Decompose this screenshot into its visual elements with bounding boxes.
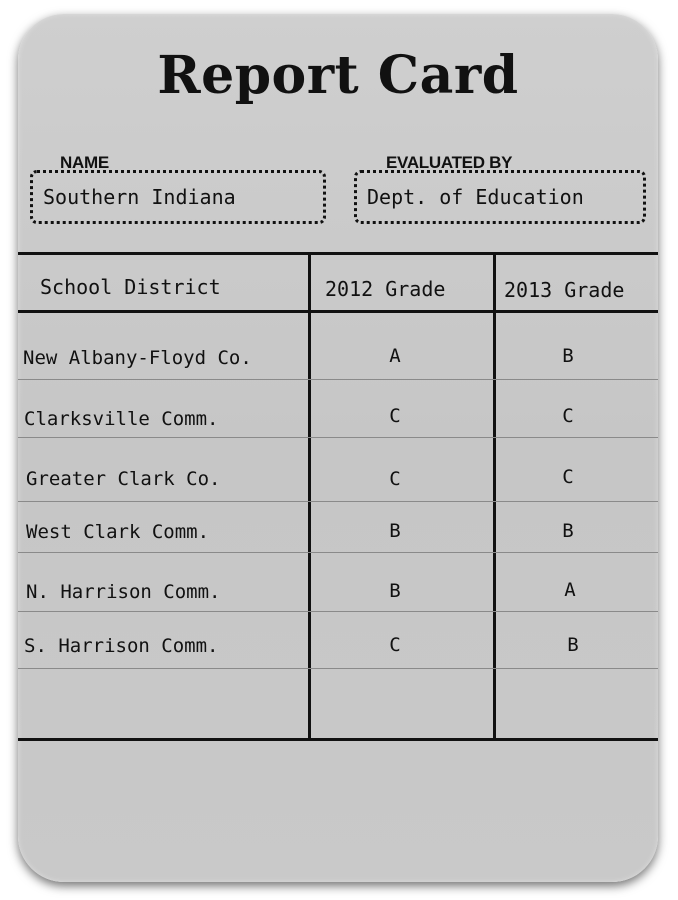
district-name: Clarksville Comm. <box>24 408 219 430</box>
grade-2012: C <box>389 468 401 490</box>
report-card <box>18 14 658 882</box>
district-name: West Clark Comm. <box>26 521 210 543</box>
grade-2012: B <box>389 520 401 542</box>
grade-2013: B <box>562 520 574 542</box>
name-field <box>30 170 326 224</box>
district-name: Greater Clark Co. <box>26 468 221 490</box>
grade-2013: B <box>567 634 579 656</box>
row-divider <box>18 611 658 612</box>
table-top-border <box>18 252 658 255</box>
grade-2013: C <box>562 466 574 488</box>
table-bottom-border <box>18 738 658 741</box>
grade-2012: C <box>389 405 401 427</box>
header-school-district: School District <box>40 275 221 299</box>
grade-2013: C <box>562 405 574 427</box>
evaluated-by-field <box>354 170 646 224</box>
evaluated-by-value: Dept. of Education <box>367 185 584 209</box>
card-title: Report Card <box>157 45 519 106</box>
table-header-border <box>18 310 658 313</box>
row-divider <box>18 501 658 502</box>
district-name: S. Harrison Comm. <box>24 635 219 657</box>
column-divider-2 <box>493 252 496 740</box>
grade-2013: A <box>564 579 576 601</box>
grade-2012: C <box>389 634 401 656</box>
row-divider <box>18 668 658 669</box>
row-divider <box>18 552 658 553</box>
row-divider <box>18 437 658 438</box>
district-name: N. Harrison Comm. <box>26 581 221 603</box>
district-name: New Albany-Floyd Co. <box>23 347 252 369</box>
name-value: Southern Indiana <box>43 185 236 209</box>
grade-2013: B <box>562 345 574 367</box>
name-label: NAME <box>60 153 109 172</box>
evaluated-by-label: EVALUATED BY <box>386 153 513 172</box>
column-divider-1 <box>308 252 311 740</box>
grade-2012: A <box>389 345 401 367</box>
row-divider <box>18 379 658 380</box>
header-2013-grade: 2013 Grade <box>504 278 625 302</box>
grade-2012: B <box>389 580 401 602</box>
header-2012-grade: 2012 Grade <box>325 277 446 301</box>
